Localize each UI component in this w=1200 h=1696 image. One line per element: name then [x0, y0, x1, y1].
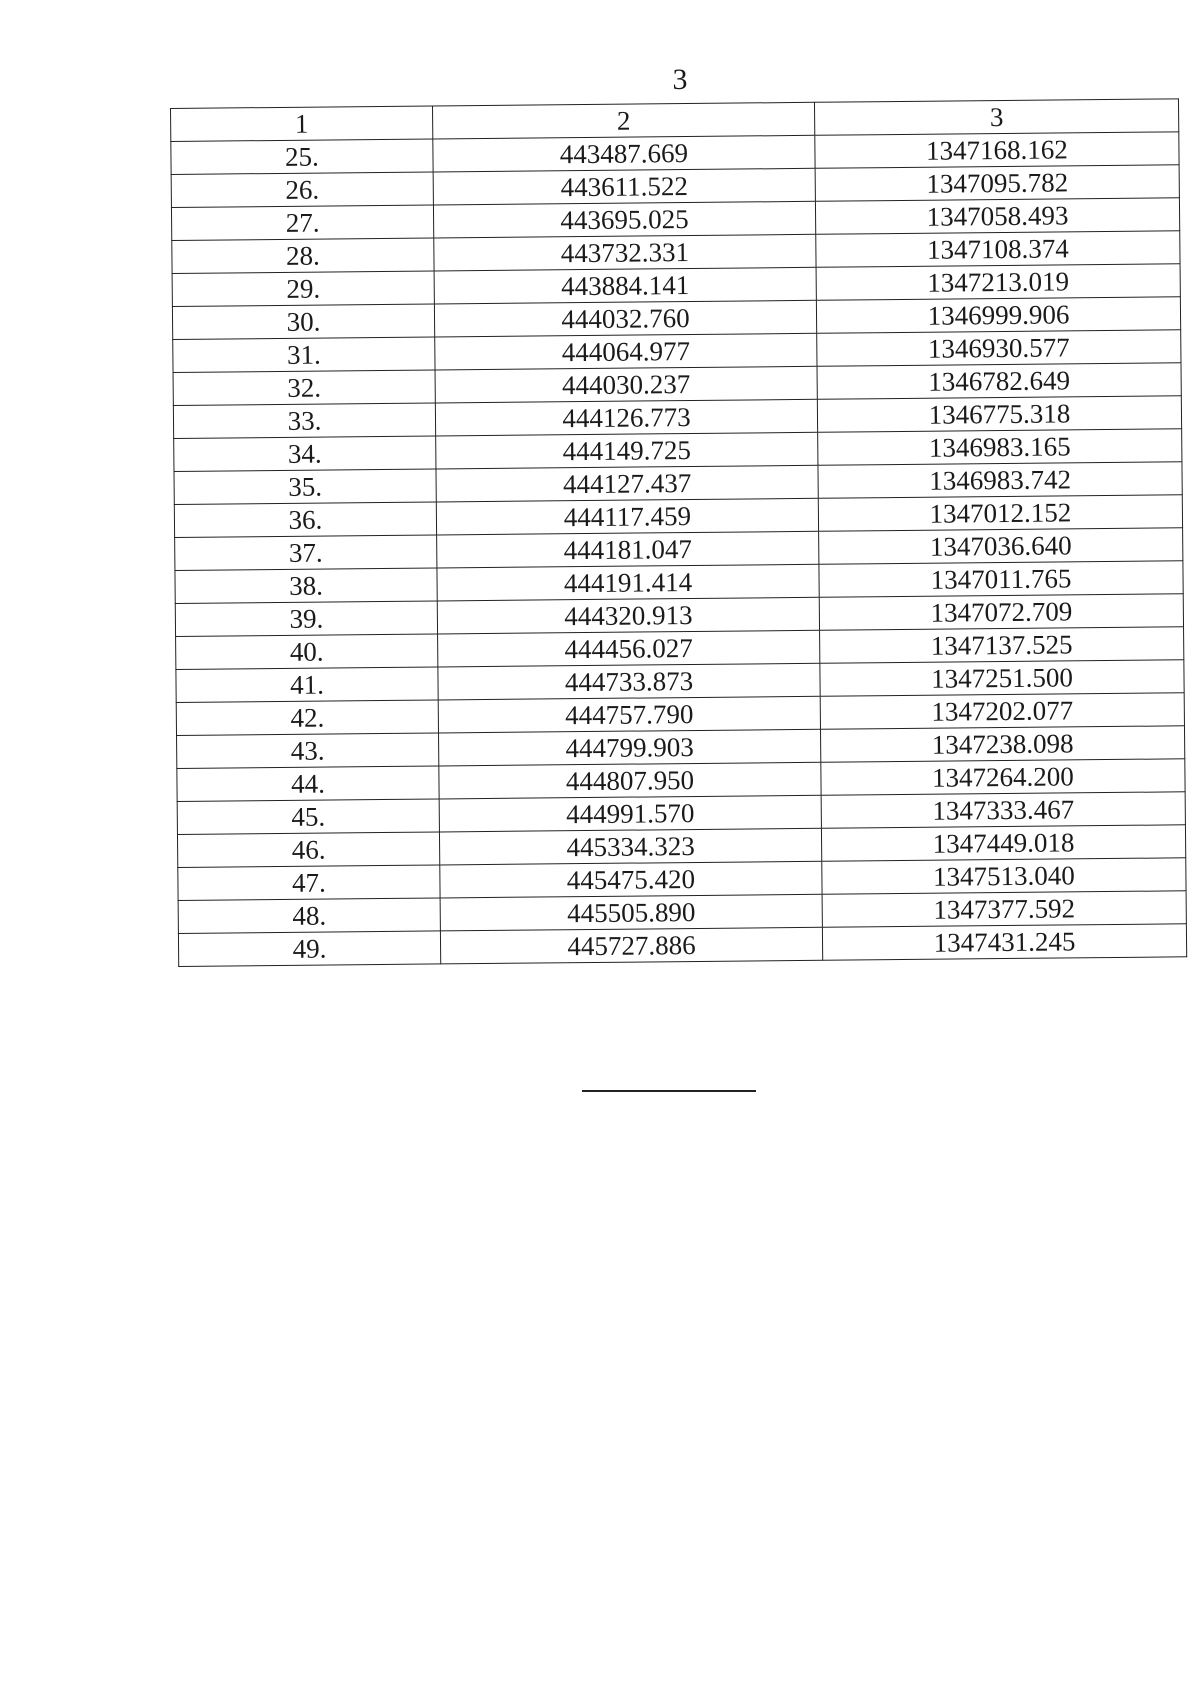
y-coordinate-cell: 1347036.640 [819, 528, 1183, 564]
y-coordinate-cell: 1347264.200 [821, 759, 1185, 795]
point-number-cell: 29. [172, 271, 434, 307]
x-coordinate-cell: 443611.522 [433, 168, 815, 205]
end-rule [582, 1090, 756, 1092]
y-coordinate-cell: 1346930.577 [817, 330, 1181, 366]
y-coordinate-cell: 1346775.318 [817, 396, 1181, 432]
y-coordinate-cell: 1347238.098 [820, 726, 1184, 762]
x-coordinate-cell: 444733.873 [438, 663, 820, 700]
x-coordinate-cell: 444064.977 [435, 333, 817, 370]
x-coordinate-cell: 444991.570 [439, 795, 821, 832]
point-number-cell: 27. [171, 205, 433, 241]
point-number-cell: 28. [172, 238, 434, 274]
y-coordinate-cell: 1347431.245 [822, 924, 1186, 960]
page-number: 3 [672, 63, 688, 96]
y-coordinate-cell: 1347202.077 [820, 693, 1184, 729]
x-coordinate-cell: 443487.669 [433, 135, 815, 172]
point-number-cell: 44. [177, 766, 439, 802]
point-number-cell: 41. [176, 667, 438, 703]
y-coordinate-cell: 1347011.765 [819, 561, 1183, 597]
x-coordinate-cell: 444320.913 [437, 597, 819, 634]
y-coordinate-cell: 1346999.906 [816, 297, 1180, 333]
x-coordinate-cell: 444117.459 [436, 498, 818, 535]
table-body [171, 132, 1187, 967]
y-coordinate-cell: 1347251.500 [820, 660, 1184, 696]
point-number-cell: 33. [173, 403, 435, 439]
point-number-cell: 30. [172, 304, 434, 340]
x-coordinate-cell: 444126.773 [435, 399, 817, 436]
point-number-cell: 46. [177, 832, 439, 868]
x-coordinate-cell: 444127.437 [436, 465, 818, 502]
column-header-3: 3 [814, 99, 1178, 135]
x-coordinate-cell: 443884.141 [434, 267, 816, 304]
x-coordinate-cell: 445334.323 [439, 828, 821, 865]
x-coordinate-cell: 443695.025 [433, 201, 815, 238]
y-coordinate-cell: 1347513.040 [822, 858, 1186, 894]
point-number-cell: 47. [178, 865, 440, 901]
y-coordinate-cell: 1346983.742 [818, 462, 1182, 498]
x-coordinate-cell: 445505.890 [440, 894, 822, 931]
x-coordinate-cell: 444456.027 [438, 630, 820, 667]
x-coordinate-cell: 445475.420 [440, 861, 822, 898]
point-number-cell: 40. [176, 634, 438, 670]
point-number-cell: 42. [176, 700, 438, 736]
y-coordinate-cell: 1347012.152 [818, 495, 1182, 531]
y-coordinate-cell: 1347058.493 [815, 198, 1179, 234]
y-coordinate-cell: 1347072.709 [819, 594, 1183, 630]
y-coordinate-cell: 1347168.162 [815, 132, 1179, 168]
point-number-cell: 31. [173, 337, 435, 373]
point-number-cell: 38. [175, 568, 437, 604]
y-coordinate-cell: 1347095.782 [815, 165, 1179, 201]
x-coordinate-cell: 443732.331 [434, 234, 816, 271]
point-number-cell: 48. [178, 898, 440, 934]
x-coordinate-cell: 444757.790 [438, 696, 820, 733]
y-coordinate-cell: 1346983.165 [818, 429, 1182, 465]
x-coordinate-cell: 444191.414 [437, 564, 819, 601]
y-coordinate-cell: 1347377.592 [822, 891, 1186, 927]
point-number-cell: 34. [174, 436, 436, 472]
column-header-1: 1 [171, 106, 433, 142]
x-coordinate-cell: 444181.047 [437, 531, 819, 568]
point-number-cell: 35. [174, 469, 436, 505]
x-coordinate-cell: 444032.760 [434, 300, 816, 337]
point-number-cell: 43. [177, 733, 439, 769]
point-number-cell: 32. [173, 370, 435, 406]
x-coordinate-cell: 444799.903 [439, 729, 821, 766]
point-number-cell: 45. [177, 799, 439, 835]
x-coordinate-cell: 444030.237 [435, 366, 817, 403]
y-coordinate-cell: 1347108.374 [816, 231, 1180, 267]
y-coordinate-cell: 1347333.467 [821, 792, 1185, 828]
column-header-2: 2 [432, 102, 814, 139]
point-number-cell: 26. [171, 172, 433, 208]
y-coordinate-cell: 1346782.649 [817, 363, 1181, 399]
x-coordinate-cell: 444149.725 [436, 432, 818, 469]
point-number-cell: 39. [175, 601, 437, 637]
point-number-cell: 37. [175, 535, 437, 571]
y-coordinate-cell: 1347213.019 [816, 264, 1180, 300]
x-coordinate-cell: 444807.950 [439, 762, 821, 799]
coordinates-table [170, 98, 1187, 967]
x-coordinate-cell: 445727.886 [440, 927, 822, 964]
point-number-cell: 49. [178, 931, 440, 967]
point-number-cell: 25. [171, 139, 433, 175]
y-coordinate-cell: 1347449.018 [821, 825, 1185, 861]
point-number-cell: 36. [174, 502, 436, 538]
y-coordinate-cell: 1347137.525 [820, 627, 1184, 663]
